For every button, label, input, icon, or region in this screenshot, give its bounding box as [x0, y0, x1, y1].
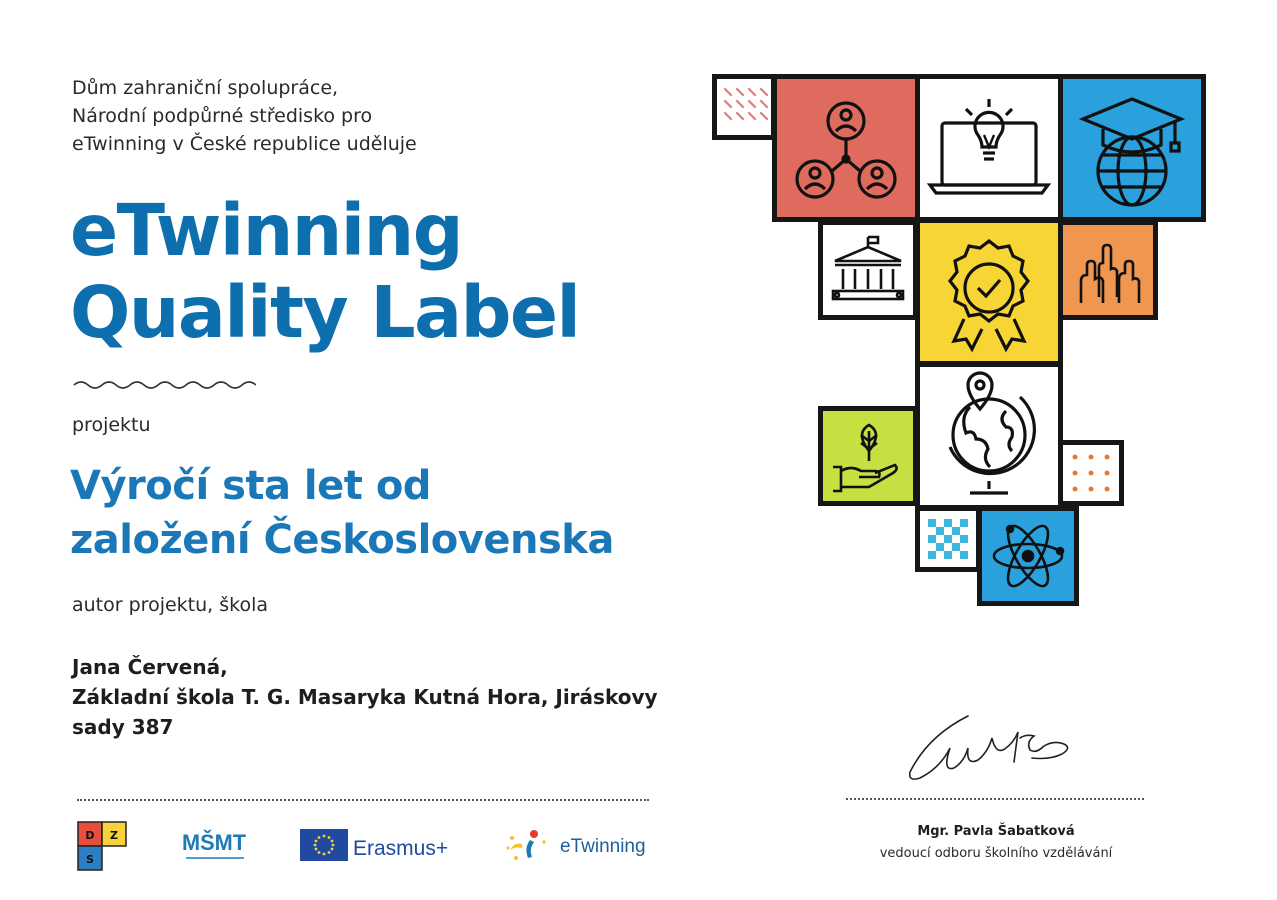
plant-hand-icon — [823, 411, 913, 501]
signature-mark — [900, 706, 1100, 786]
laptop-tile — [915, 74, 1063, 222]
signatory-name: Mgr. Pavla Šabatková — [917, 824, 1075, 839]
people-network-icon — [777, 79, 915, 217]
project-label: projektu — [72, 414, 151, 436]
building-columns-icon — [823, 225, 913, 315]
globe-tile — [915, 362, 1063, 510]
atom-tile — [977, 506, 1079, 606]
etwinning-text: eTwinning — [560, 836, 646, 857]
project-title-line-2: založení Československa — [70, 517, 614, 563]
title-line-2: Quality Label — [70, 271, 580, 354]
project-title — [70, 459, 614, 567]
certificate-title — [70, 190, 579, 354]
author-label: autor projektu, škola — [72, 594, 269, 616]
author-line-3: sady 387 — [72, 715, 174, 739]
author-info — [72, 652, 658, 742]
logos-divider — [77, 799, 649, 801]
people-network-tile — [772, 74, 920, 222]
author-line-2: Základní škola T. G. Masaryka Kutná Hora, Jiráskovy — [72, 685, 658, 709]
title-line-1: eTwinning — [70, 189, 463, 272]
graduation-globe-icon — [1063, 79, 1201, 217]
globe-location-icon — [920, 367, 1058, 505]
dzs-letter-z: Z — [110, 829, 118, 842]
award-tile — [915, 218, 1063, 366]
author-line-1: Jana Červená, — [72, 655, 228, 679]
msmt-logo — [180, 826, 250, 870]
issuer-line-1: Dům zahraniční spolupráce, — [72, 77, 339, 99]
dzs-letter-s: S — [86, 853, 94, 866]
etwinning-logo — [504, 826, 644, 866]
checker-pattern-icon — [920, 511, 976, 567]
hatch-tile — [712, 74, 776, 140]
laptop-lightbulb-icon — [920, 79, 1058, 217]
building-tile — [818, 220, 918, 320]
issuer-text — [72, 74, 417, 158]
graduation-tile — [1058, 74, 1206, 222]
atom-icon — [982, 511, 1074, 601]
dots-pattern-icon — [1063, 445, 1119, 501]
plant-tile — [818, 406, 918, 506]
wave-divider — [72, 378, 256, 392]
hatch-pattern-icon — [717, 79, 771, 135]
checker-tile — [915, 506, 981, 572]
signature-line — [846, 798, 1144, 800]
eu-flag-icon — [300, 829, 348, 861]
hands-tile — [1058, 220, 1158, 320]
dzs-letter-d: D — [85, 829, 95, 842]
project-title-line-1: Výročí sta let od — [70, 463, 431, 509]
signatory-role: vedoucí odboru školního vzdělávání — [879, 846, 1113, 861]
dots-tile — [1058, 440, 1124, 506]
erasmus-text: Erasmus+ — [353, 837, 449, 860]
issuer-line-2: Národní podpůrné středisko pro — [72, 105, 373, 127]
etwinning-figure-icon — [504, 826, 552, 866]
erasmus-logo — [300, 829, 460, 863]
dzs-logo — [77, 821, 129, 873]
award-badge-icon — [920, 223, 1058, 361]
issuer-line-3: eTwinning v České republice uděluje — [72, 133, 417, 155]
raised-hands-icon — [1063, 225, 1153, 315]
msmt-text: MŠMT — [182, 830, 247, 855]
